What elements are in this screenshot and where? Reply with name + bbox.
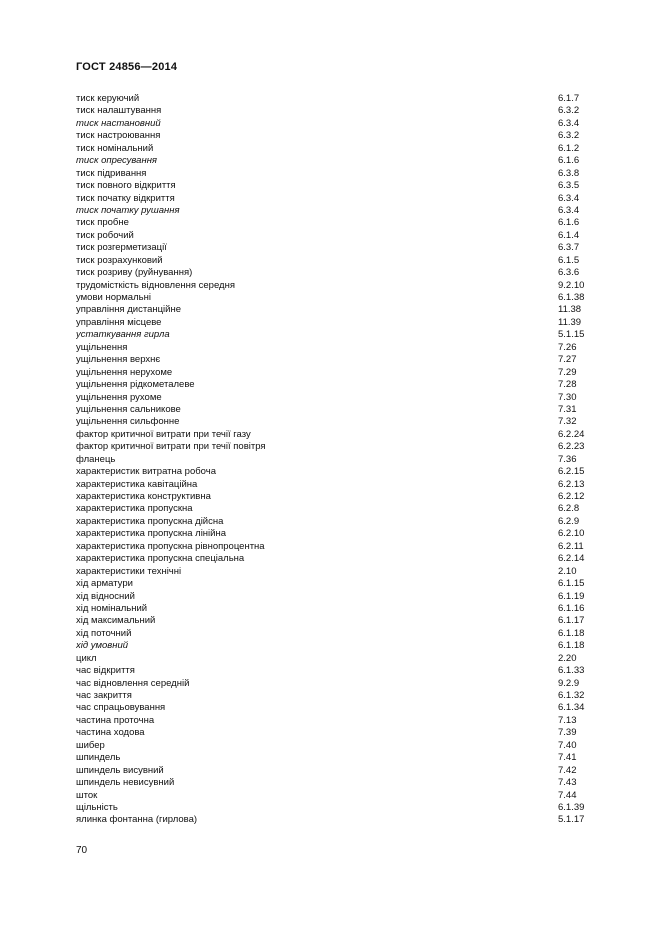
index-row [76,255,586,267]
ref-number: 6.3.8 [558,167,580,179]
index-row [76,292,586,304]
index-row [76,130,586,142]
term-label: час спрацьовування [76,702,166,714]
index-row [76,690,586,702]
term-label: хід номінальний [76,602,148,614]
term-label: ущільнення рідкометалеве [76,379,195,391]
term-label: час відновлення середній [76,677,190,689]
term-label: фланець [76,453,116,465]
ref-number: 7.36 [558,453,577,465]
term-label: характеристики технічні [76,565,182,577]
term-label: шток [76,789,98,801]
index-row [76,653,586,665]
term-label: тиск номінальний [76,142,154,154]
index-row [76,528,586,540]
ref-number: 9.2.9 [558,677,580,689]
ref-number: 6.1.15 [558,578,585,590]
index-row [76,429,586,441]
term-label: ущільнення [76,341,128,353]
term-label: управління місцеве [76,316,162,328]
term-label: тиск початку відкриття [76,192,175,204]
ref-number: 2.20 [558,652,577,664]
term-label: тиск настроювання [76,130,161,142]
ref-number: 7.26 [558,341,577,353]
index-row [76,105,586,117]
index-row [76,205,586,217]
term-label: тиск початку рушання [76,204,180,216]
index-row [76,802,586,814]
ref-number: 6.1.6 [558,155,580,167]
term-label: характеристика конструктивна [76,491,211,502]
ref-number: 6.2.9 [558,515,580,527]
ref-number: 7.28 [558,379,577,391]
index-row [76,591,586,603]
index-row [76,740,586,752]
index-row [76,615,586,627]
index-row [76,516,586,528]
ref-number: 2.10 [558,565,577,577]
index-row [76,665,586,677]
index-row [76,454,586,466]
ref-number: 6.2.15 [558,466,585,478]
index-row [76,678,586,690]
ref-number: 7.29 [558,366,577,378]
index-row [76,541,586,553]
ref-number: 7.13 [558,714,577,726]
index-row [76,715,586,727]
index-row [76,491,586,503]
term-label: тиск підривання [76,167,147,179]
term-label: управління дистанційне [76,304,181,316]
ref-number: 6.3.2 [558,130,580,142]
term-label: тиск розрахунковий [76,254,163,266]
ref-number: 6.3.6 [558,267,580,279]
index-row [76,193,586,205]
index-row [76,93,586,105]
ref-number: 6.1.39 [558,801,585,813]
term-label: частина проточна [76,714,155,726]
ref-number: 6.2.24 [558,428,585,440]
ref-number: 7.31 [558,403,577,415]
ref-number: 6.2.13 [558,478,585,490]
index-row [76,441,586,453]
ref-number: 6.1.5 [558,254,580,266]
ref-number: 6.1.4 [558,229,580,241]
term-label: ущільнення рухоме [76,391,162,403]
index-row [76,790,586,802]
term-label: устаткування гирла [76,329,170,341]
term-label: тиск настановний [76,117,161,129]
term-label: частина ходова [76,727,145,739]
term-label: характеристика пропускна [76,503,193,515]
ref-number: 6.1.2 [558,142,580,154]
ref-number: 7.39 [558,727,577,739]
ref-number: 6.3.5 [558,180,580,192]
term-label: хід поточний [76,627,132,639]
ref-number: 7.30 [558,391,577,403]
index-row [76,553,586,565]
term-label: шпиндель [76,752,121,764]
term-label: трудомісткість відновлення середня [76,279,235,291]
index-row [76,354,586,366]
term-label: час відкриття [76,665,135,677]
ref-number: 6.2.11 [558,540,584,552]
index-row [76,230,586,242]
ref-number: 6.1.38 [558,292,585,303]
ref-number: 6.2.8 [558,503,580,515]
ref-number: 7.43 [558,777,577,789]
index-row [76,814,586,826]
term-label: тиск опресування [76,155,158,167]
term-label: хід умовний [76,640,129,652]
term-label: цикл [76,652,97,664]
index-row [76,466,586,478]
ref-number: 5.1.15 [558,329,585,341]
ref-number: 6.1.18 [558,640,585,652]
term-label: характеристика пропускна спеціальна [76,553,245,565]
ref-number: 7.41 [558,752,577,764]
term-label: тиск повного відкриття [76,180,176,192]
index-row [76,702,586,714]
ref-number: 7.44 [558,789,577,801]
index-row [76,143,586,155]
index-row [76,777,586,789]
term-label: ущільнення сальникове [76,403,181,415]
index-row [76,752,586,764]
index-row [76,217,586,229]
index-row [76,168,586,180]
ref-number: 6.1.16 [558,602,585,614]
ref-number: 6.2.14 [558,553,585,565]
ref-number: 6.1.18 [558,627,585,639]
index-row [76,280,586,292]
index-row [76,416,586,428]
term-label: хід арматури [76,578,133,590]
term-label: характеристика пропускна лінійна [76,528,226,540]
index-list [76,93,586,827]
index-row [76,392,586,404]
term-label: тиск робочий [76,229,134,241]
term-label: шпиндель невисувний [76,777,175,789]
term-label: фактор критичної витрати при течії газу [76,428,251,440]
term-label: шпиндель висувний [76,764,164,776]
ref-number: 6.3.7 [558,242,580,254]
term-label: хід максимальний [76,615,156,627]
term-label: хід відносний [76,590,135,602]
ref-number: 6.1.7 [558,93,580,104]
term-label: характеристик витратна робоча [76,466,216,478]
index-row [76,379,586,391]
ref-number: 6.3.4 [558,204,580,216]
ref-number: 7.40 [558,739,577,751]
index-row [76,267,586,279]
ref-number: 6.2.23 [558,441,585,453]
ref-number: 6.1.34 [558,702,585,714]
index-row [76,628,586,640]
ref-number: 6.1.17 [558,615,585,627]
ref-number: 6.1.33 [558,665,585,677]
index-row [76,118,586,130]
term-label: ущільнення сильфонне [76,416,180,428]
term-label: тиск налаштування [76,105,162,117]
term-label: характеристика кавітаційна [76,478,198,490]
ref-number: 7.42 [558,764,577,776]
index-row [76,566,586,578]
index-row [76,155,586,167]
index-row [76,317,586,329]
index-row [76,404,586,416]
index-row [76,765,586,777]
ref-number: 6.3.4 [558,117,580,129]
index-row [76,180,586,192]
index-row [76,640,586,652]
ref-number: 6.1.32 [558,690,585,701]
index-row [76,242,586,254]
index-row [76,578,586,590]
index-row [76,479,586,491]
term-label: шибер [76,739,105,751]
ref-number: 5.1.17 [558,814,585,826]
ref-number: 7.27 [558,354,577,366]
ref-number: 6.1.6 [558,217,580,229]
ref-number: 7.32 [558,416,577,428]
index-row [76,342,586,354]
term-label: фактор критичної витрати при течії повітря [76,441,266,453]
ref-number: 6.2.12 [558,491,585,502]
ref-number: 6.2.10 [558,528,585,540]
index-row [76,329,586,341]
index-row [76,603,586,615]
term-label: характеристика пропускна дійсна [76,515,224,527]
term-label: час закриття [76,690,132,701]
term-label: тиск розриву (руйнування) [76,267,193,279]
term-label: ялинка фонтанна (гирлова) [76,814,198,826]
ref-number: 6.3.2 [558,105,580,117]
ref-number: 6.3.4 [558,192,580,204]
document-header: ГОСТ 24856—2014 [76,61,178,73]
page-number: 70 [76,845,88,856]
term-label: щільність [76,801,118,813]
term-label: тиск пробне [76,217,129,229]
index-row [76,727,586,739]
term-label: тиск керуючий [76,93,140,104]
ref-number: 9.2.10 [558,279,585,291]
term-label: тиск розгерметизації [76,242,167,254]
term-label: умови нормальні [76,292,151,303]
index-row [76,503,586,515]
term-label: ущільнення верхнє [76,354,161,366]
ref-number: 11.39 [558,316,582,328]
term-label: характеристика пропускна рівнопроцентна [76,540,265,552]
index-row [76,304,586,316]
ref-number: 11.38 [558,304,582,316]
term-label: ущільнення нерухоме [76,366,173,378]
index-row [76,367,586,379]
ref-number: 6.1.19 [558,590,585,602]
